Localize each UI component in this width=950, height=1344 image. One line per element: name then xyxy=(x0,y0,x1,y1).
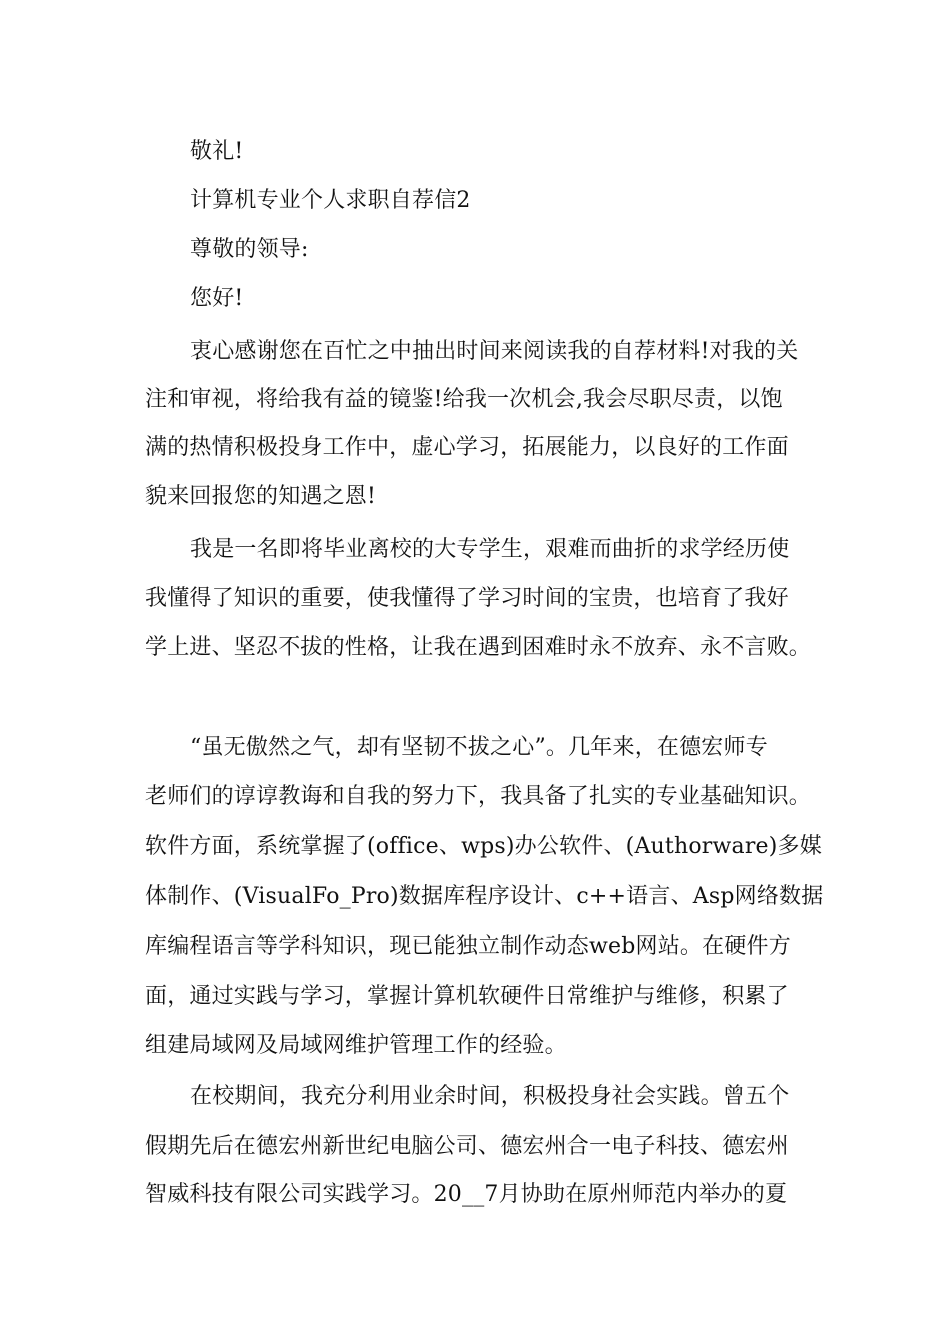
paragraph-2-line-3: 学上进、坚忍不拔的性格，让我在遇到困难时永不放弃、永不言败。 xyxy=(145,635,812,660)
paragraph-4-line-1: 在校期间，我充分利用业余时间，积极投身社会实践。曾五个 xyxy=(190,1084,790,1109)
paragraph-1-line-2: 注和审视，将给我有益的镜鉴!给我一次机会,我会尽职尽责，以饱 xyxy=(145,387,783,412)
paragraph-3-line-7: 组建局域网及局域网维护管理工作的经验。 xyxy=(145,1033,567,1058)
closing-salutation: 敬礼! xyxy=(190,139,244,164)
paragraph-3-line-1: “虽无傲然之气，却有坚韧不拔之心”。几年来，在德宏师专 xyxy=(190,735,768,760)
paragraph-2-line-1: 我是一名即将毕业离校的大专学生，艰难而曲折的求学经历使 xyxy=(190,537,790,562)
paragraph-3-line-2: 老师们的谆谆教诲和自我的努力下，我具备了扎实的专业基础知识。 xyxy=(145,784,812,809)
greeting-recipient: 尊敬的领导: xyxy=(190,237,309,262)
letter-title: 计算机专业个人求职自荐信2 xyxy=(190,188,471,213)
paragraph-4-line-3: 智威科技有限公司实践学习。20__7月协助在原州师范内举办的夏 xyxy=(145,1182,788,1207)
greeting-hello: 您好! xyxy=(190,286,244,311)
paragraph-4-line-2: 假期先后在德宏州新世纪电脑公司、德宏州合一电子科技、德宏州 xyxy=(145,1134,789,1159)
paragraph-1-line-4: 貌来回报您的知遇之恩! xyxy=(145,484,377,509)
paragraph-3-line-6: 面，通过实践与学习，掌握计算机软硬件日常维护与维修，积累了 xyxy=(145,984,789,1009)
paragraph-3-line-4: 体制作、(VisualFo_Pro)数据库程序设计、c++语言、Asp网络数据 xyxy=(145,884,824,909)
paragraph-3-line-3: 软件方面，系统掌握了(office、wps)办公软件、(Authorware)多媒 xyxy=(145,834,822,859)
paragraph-2-line-2: 我懂得了知识的重要，使我懂得了学习时间的宝贵，也培育了我好 xyxy=(145,586,789,611)
paragraph-1-line-3: 满的热情积极投身工作中，虚心学习，拓展能力，以良好的工作面 xyxy=(145,435,789,460)
paragraph-1-line-1: 衷心感谢您在百忙之中抽出时间来阅读我的自荐材料!对我的关 xyxy=(190,339,799,364)
paragraph-3-line-5: 库编程语言等学科知识，现已能独立制作动态web网站。在硬件方 xyxy=(145,934,791,959)
